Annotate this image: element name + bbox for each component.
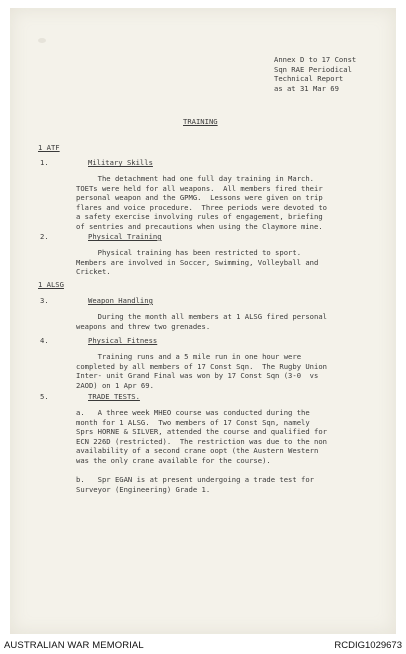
item-heading: Military Skills bbox=[88, 158, 153, 167]
item-number: 4. bbox=[40, 336, 49, 345]
document-page bbox=[10, 8, 396, 634]
archive-credit: AUSTRALIAN WAR MEMORIAL bbox=[4, 640, 144, 651]
item-number: 1. bbox=[40, 158, 49, 167]
item-heading: Weapon Handling bbox=[88, 296, 153, 305]
item-text: The detachment had one full day training in March. TOETs were held for all weapons. All members fired their personal weapon and the GPMG. Lessons were given on trip flares and voice procedure. Three periods were devoted to a safety exercise involving rules of engagement, briefing of sentries and precautions when using the Claymore mine. bbox=[76, 174, 327, 231]
item-number: 3. bbox=[40, 296, 49, 305]
item-heading: Physical Training bbox=[88, 232, 162, 241]
paper-stain bbox=[38, 38, 46, 43]
annex-header: Annex D to 17 Const Sqn RAE Periodical Technical Report as at 31 Mar 69 bbox=[274, 55, 357, 93]
item-number: 2. bbox=[40, 232, 49, 241]
item-number: 5. bbox=[40, 392, 49, 401]
section-label-1alsg: 1 ALSG bbox=[38, 280, 64, 289]
item-text: During the month all members at 1 ALSG fired personal weapons and threw two grenades. bbox=[76, 312, 327, 331]
footer-bar bbox=[0, 638, 406, 654]
item-text: a. A three week MHEO course was conducted during the month for 1 ALSG. Two members of 17 Const Sqn, namely Sprs HORNE & SILVER, attended the course and qualified for ECN 226D (restricted). The restriction was due to the non availability of a second crane oopt (the Austern Western was the only crane available for the course). b. Spr EGAN is at present undergoing a trade test for Surveyor (Engineering) Grade 1. bbox=[76, 408, 327, 494]
item-text: Physical training has been restricted to sport. Members are involved in Soccer, Swimming, Volleyball and Cricket. bbox=[76, 248, 319, 277]
section-label-1atf: 1 ATF bbox=[38, 143, 60, 152]
item-heading: TRADE TESTS. bbox=[88, 392, 140, 401]
page-title: TRAINING bbox=[183, 117, 218, 126]
item-text: Training runs and a 5 mile run in one hour were completed by all members of 17 Const Sqn. The Rugby Union Inter- unit Grand Final was won by 17 Const Sqn (3-0 vs 2AOD) on 1 Apr 69. bbox=[76, 352, 327, 390]
archive-reference: RCDIG1029673 bbox=[334, 640, 402, 651]
item-heading: Physical Fitness bbox=[88, 336, 158, 345]
